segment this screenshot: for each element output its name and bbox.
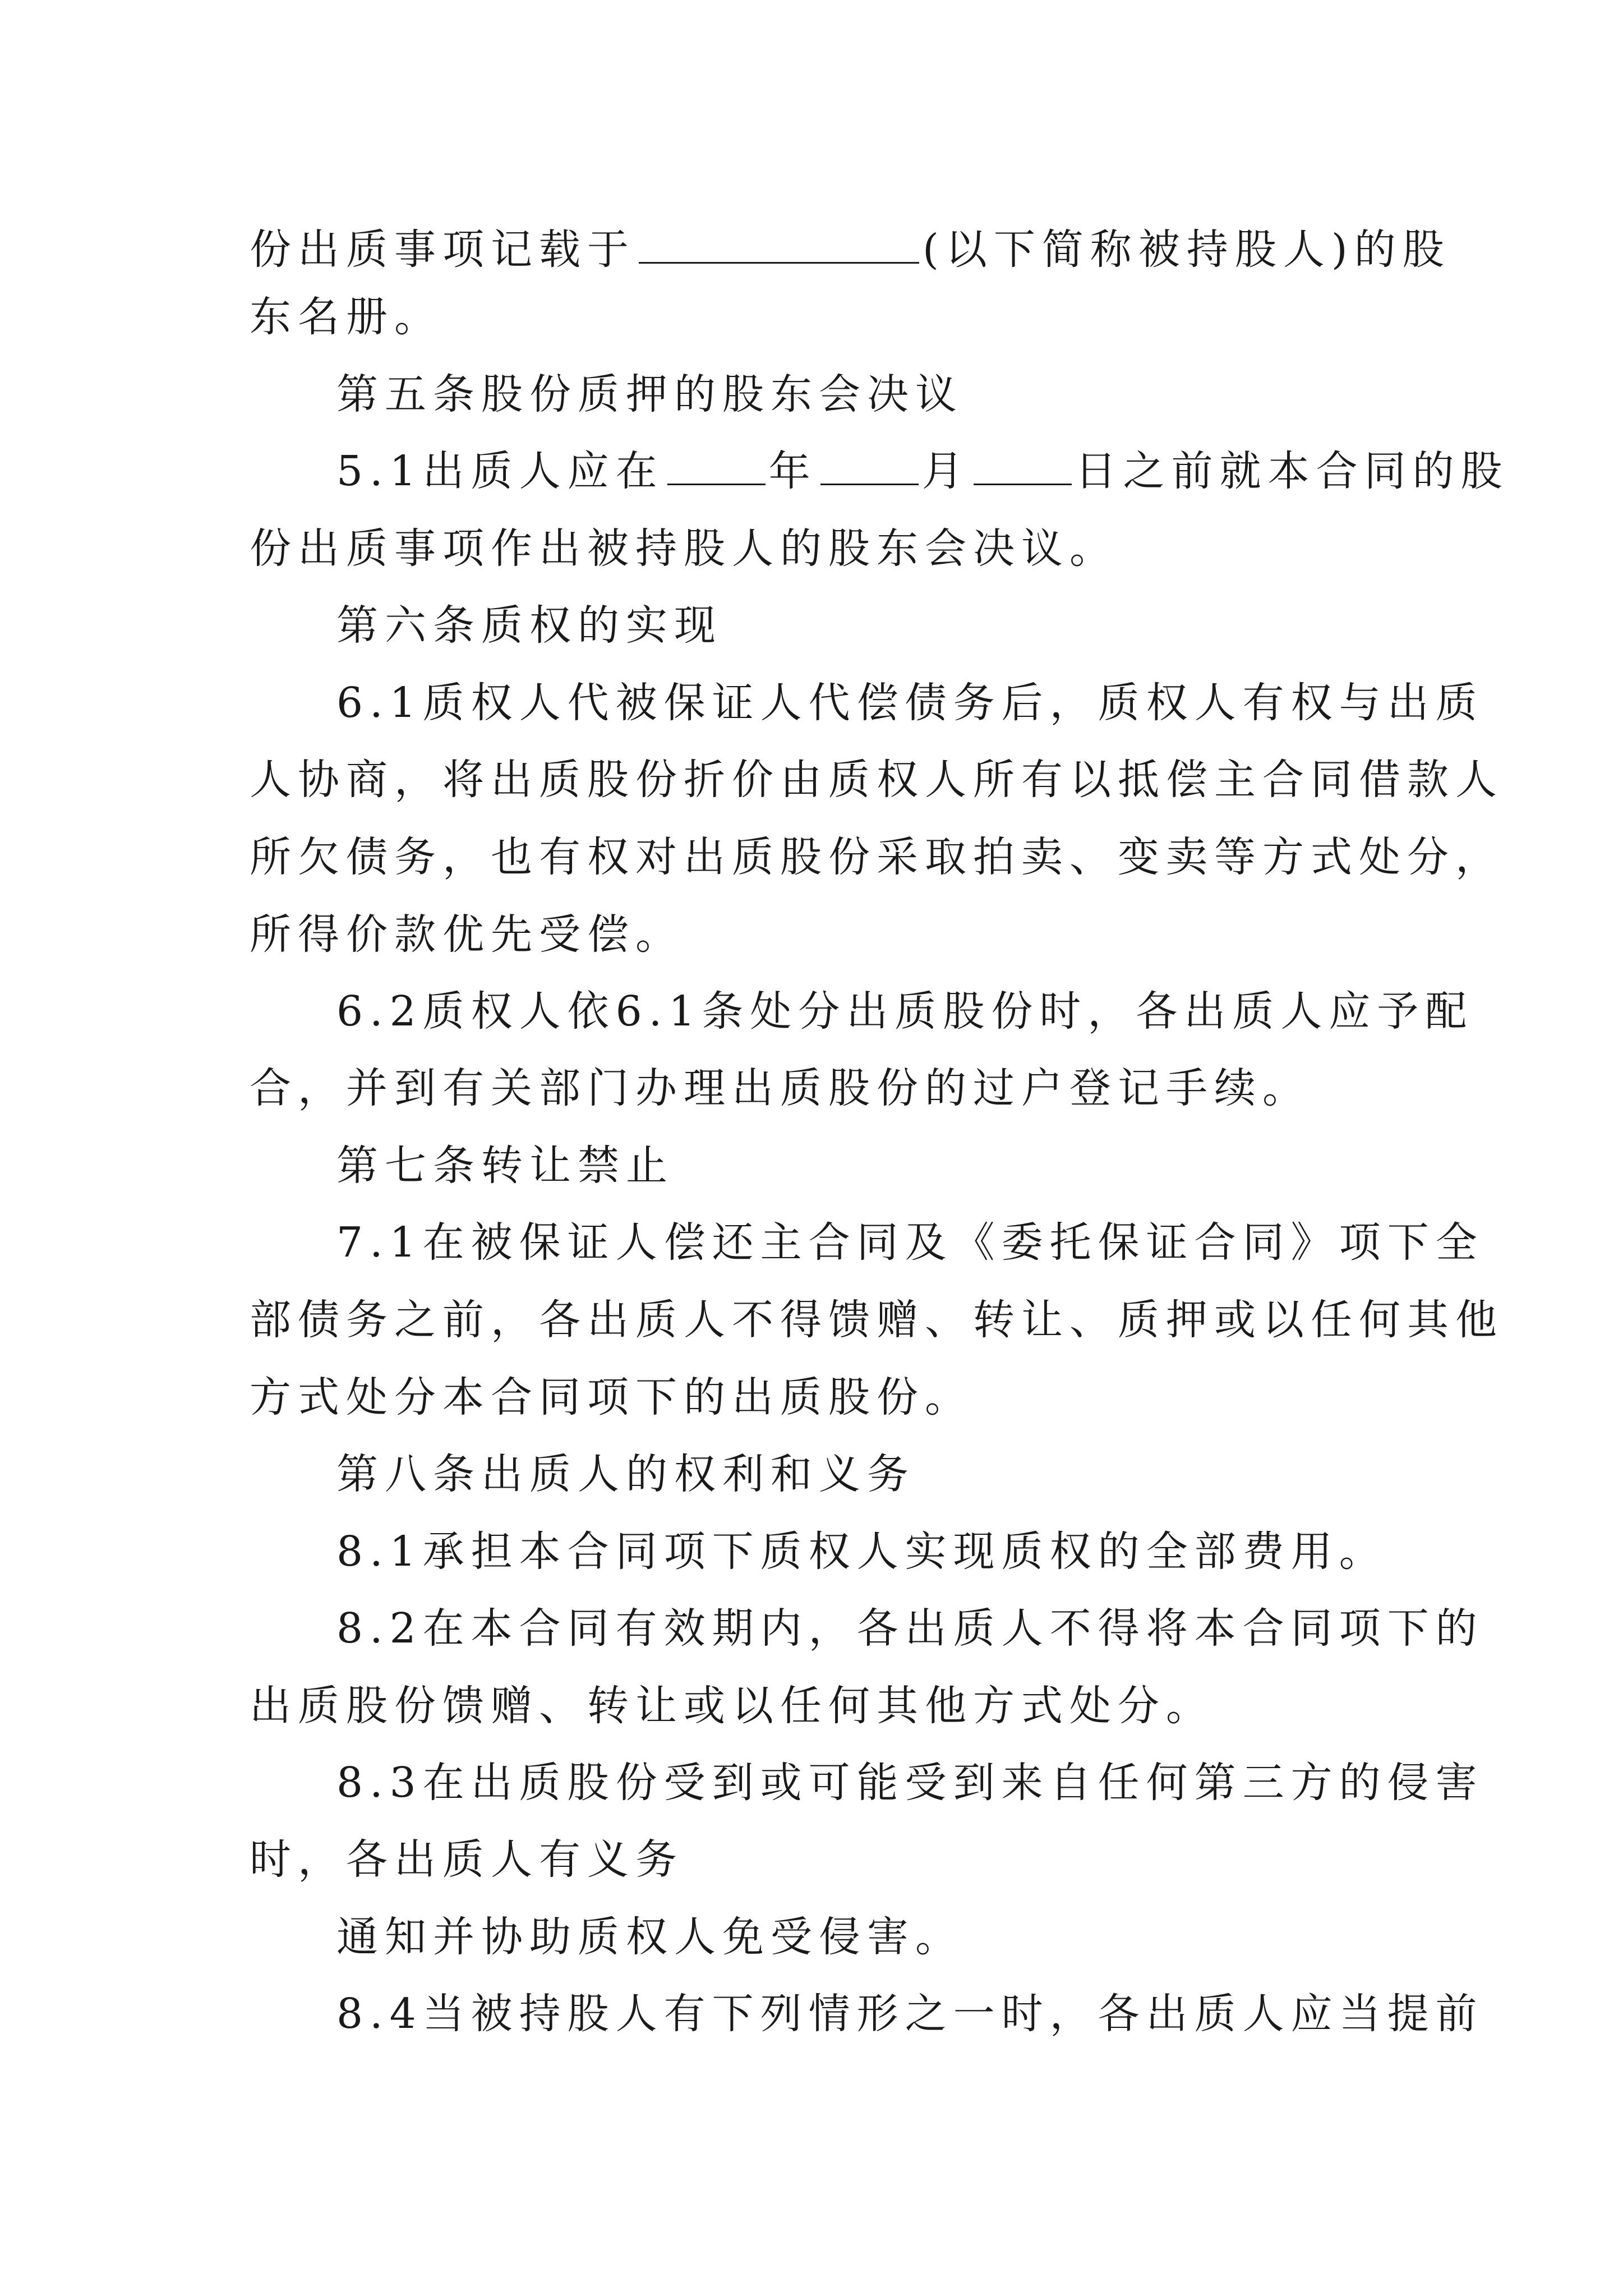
section-heading: 第七条转让禁止 — [336, 1142, 674, 1190]
paragraph-line: 人协商，将出质股份折价由质权人所有以抵偿主合同借款人 — [250, 756, 1504, 804]
paragraph-line: 8.3在出质股份受到或可能受到来自任何第三方的侵害 — [336, 1759, 1484, 1807]
paragraph-line: 6.2质权人依6.1条处分出质股份时，各出质人应予配 — [336, 987, 1474, 1036]
paragraph-line: 部债务之前，各出质人不得馈赠、转让、质押或以任何其他 — [250, 1296, 1504, 1344]
paragraph-line: 7.1在被保证人偿还主合同及《委托保证合同》项下全 — [336, 1218, 1484, 1267]
paragraph-line: 东名册。 — [250, 293, 442, 341]
text-segment: (以下简称被持股人)的股 — [923, 226, 1451, 274]
paragraph-line: 所欠债务，也有权对出质股份采取拍卖、变卖等方式处分， — [250, 833, 1504, 881]
paragraph-line: 出质股份馈赠、转让或以任何其他方式处分。 — [250, 1682, 1214, 1730]
paragraph-line: 时，各出质人有义务 — [250, 1835, 684, 1884]
paragraph-line: 8.4当被持股人有下列情形之一时，各出质人应当提前 — [336, 1990, 1484, 2038]
paragraph-line — [250, 222, 1451, 278]
paragraph-line: 通知并协助质权人免受侵害。 — [336, 1913, 963, 1961]
fill-in-blank-month[interactable] — [820, 444, 919, 485]
fill-in-blank-year[interactable] — [667, 444, 766, 485]
paragraph-line: 8.2在本合同有效期内，各出质人不得将本合同项下的 — [336, 1604, 1484, 1653]
paragraph-line: 合，并到有关部门办理出质股份的过户登记手续。 — [250, 1064, 1311, 1112]
paragraph-line: 所得价款优先受偿。 — [250, 910, 684, 959]
text-segment: 日之前就本合同的股 — [1075, 447, 1509, 495]
paragraph-line: 6.1质权人代被保证人代偿债务后，质权人有权与出质 — [336, 679, 1484, 727]
section-heading: 第八条出质人的权利和义务 — [336, 1450, 915, 1498]
section-heading: 第五条股份质押的股东会决议 — [336, 370, 963, 418]
fill-in-blank-day[interactable] — [974, 444, 1072, 485]
text-segment: 份出质事项记载于 — [250, 226, 635, 274]
paragraph-line: 份出质事项作出被持股人的股东会决议。 — [250, 524, 1118, 573]
paragraph-line: 8.1承担本合同项下质权人实现质权的全部费用。 — [336, 1527, 1387, 1576]
fill-in-blank[interactable] — [639, 223, 919, 264]
paragraph-line: 方式处分本合同项下的出质股份。 — [250, 1373, 973, 1421]
text-segment: 月 — [921, 447, 970, 495]
text-segment: 5.1出质人应在 — [336, 447, 664, 495]
text-segment: 年 — [768, 447, 817, 495]
section-heading: 第六条质权的实现 — [336, 601, 722, 650]
paragraph-line — [336, 443, 1509, 499]
